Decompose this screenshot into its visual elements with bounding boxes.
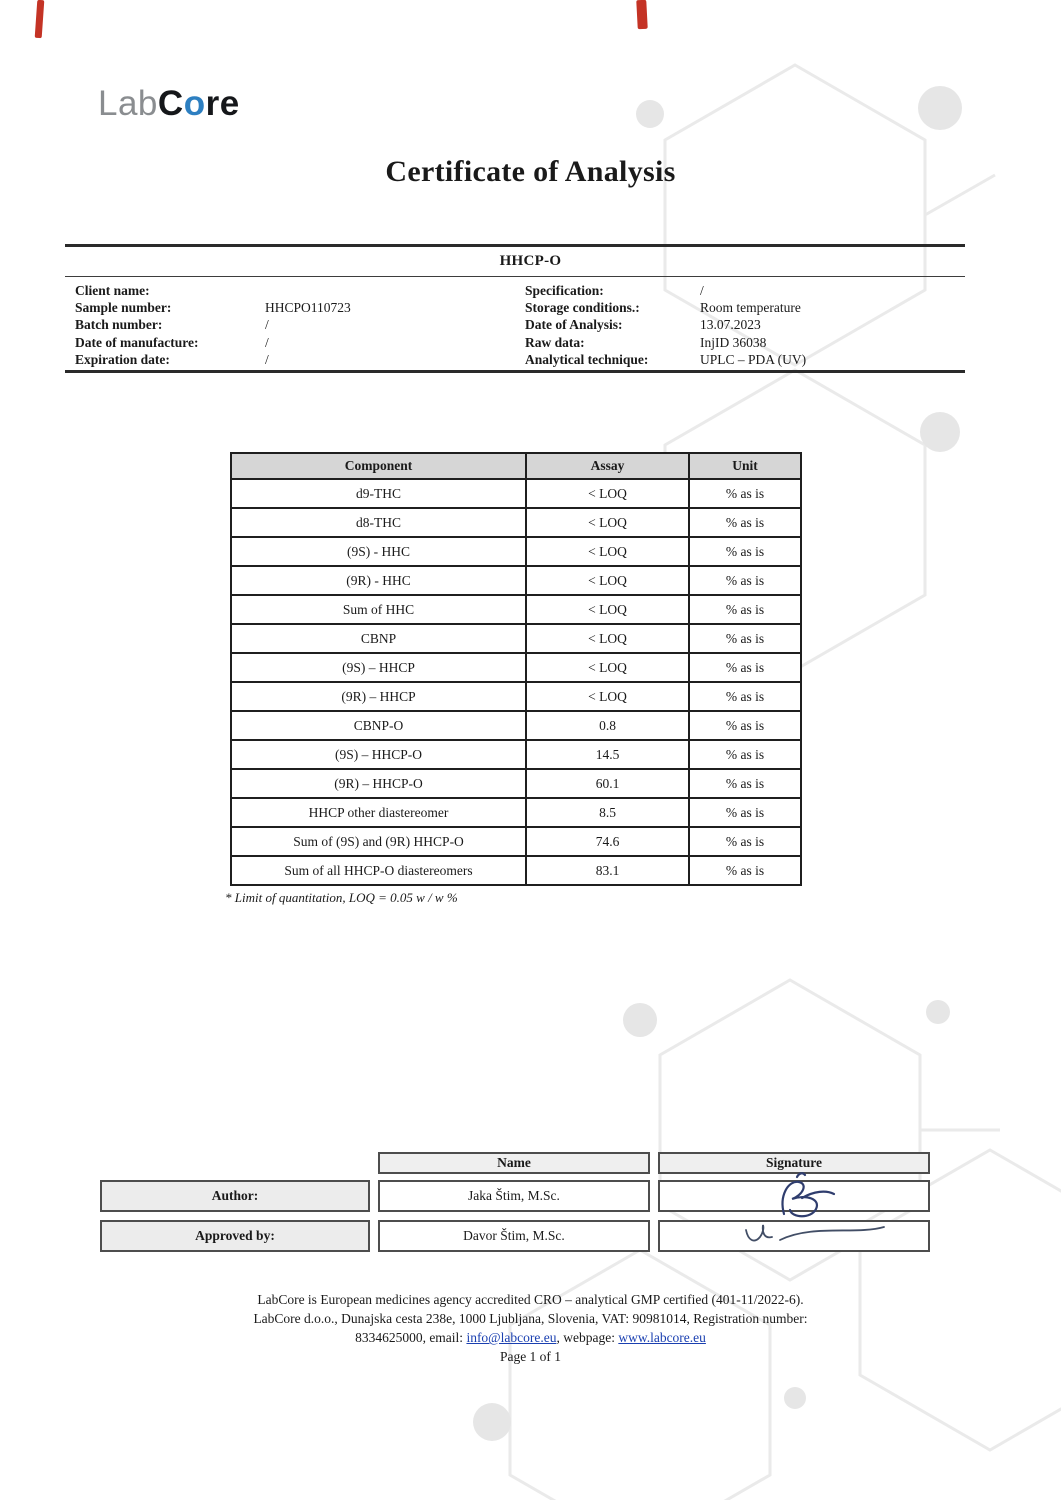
unit-cell: % as is: [689, 566, 801, 595]
component-cell: HHCP other diastereomer: [231, 798, 526, 827]
info-value: /: [700, 282, 704, 298]
info-label: Client name:: [75, 282, 150, 298]
component-cell: (9R) – HHCP-O: [231, 769, 526, 798]
component-cell: Sum of HHC: [231, 595, 526, 624]
footer-contact-mid: , webpage:: [556, 1330, 619, 1345]
signature-signature-header: Signature: [658, 1152, 930, 1174]
info-label: Analytical technique:: [525, 352, 649, 368]
table-row: [231, 595, 801, 624]
table-row: [231, 856, 801, 885]
info-row-client-name: [75, 282, 515, 299]
component-cell: (9R) – HHCP: [231, 682, 526, 711]
info-value: UPLC – PDA (UV): [700, 352, 807, 368]
info-label: Specification:: [525, 282, 604, 298]
unit-cell: % as is: [689, 711, 801, 740]
component-cell: CBNP: [231, 624, 526, 653]
info-label: Sample number:: [75, 300, 172, 316]
unit-cell: % as is: [689, 624, 801, 653]
table-row: [231, 479, 801, 508]
component-cell: Sum of (9S) and (9R) HHCP-O: [231, 827, 526, 856]
info-value: Room temperature: [700, 300, 801, 316]
footer-accreditation-line: LabCore is European medicines agency accredited CRO – analytical GMP certified (401-11/2022-6).: [257, 1292, 804, 1307]
assay-cell: 74.6: [526, 827, 689, 856]
info-value: HHCPO110723: [265, 300, 351, 316]
table-row: [231, 508, 801, 537]
component-cell: (9S) – HHCP-O: [231, 740, 526, 769]
assay-cell: 14.5: [526, 740, 689, 769]
approved-by-label-cell: Approved by:: [100, 1220, 370, 1252]
info-label: Storage conditions.:: [525, 300, 640, 316]
component-cell: (9S) – HHCP: [231, 653, 526, 682]
info-label: Raw data:: [525, 334, 585, 350]
table-row: [231, 740, 801, 769]
component-cell: (9R) - HHC: [231, 566, 526, 595]
column-header-component: Component: [231, 453, 526, 479]
signature-name-header: Name: [378, 1152, 650, 1174]
table-row: [231, 682, 801, 711]
unit-cell: % as is: [689, 798, 801, 827]
unit-cell: % as is: [689, 827, 801, 856]
info-row-expiration-date: [75, 352, 515, 369]
info-value: 13.07.2023: [700, 317, 761, 333]
webpage-link[interactable]: www.labcore.eu: [618, 1330, 706, 1345]
info-left-column: [75, 282, 515, 369]
assay-cell: < LOQ: [526, 682, 689, 711]
assay-cell: < LOQ: [526, 595, 689, 624]
component-cell: (9S) - HHC: [231, 537, 526, 566]
loq-footnote: * Limit of quantitation, LOQ = 0.05 w / w %: [225, 890, 458, 905]
product-name-heading: HHCP-O: [499, 253, 562, 269]
footer-contact-line: [0, 1330, 1061, 1346]
approved-by-name-cell: Davor Štim, M.Sc.: [378, 1220, 650, 1252]
info-row-analytical-technique: [525, 352, 965, 369]
column-header-assay: Assay: [526, 453, 689, 479]
logo-core-o: o: [183, 84, 206, 123]
info-value: /: [265, 352, 269, 368]
table-row: [231, 537, 801, 566]
assay-cell: < LOQ: [526, 653, 689, 682]
assay-cell: < LOQ: [526, 537, 689, 566]
unit-cell: % as is: [689, 740, 801, 769]
assay-cell: < LOQ: [526, 479, 689, 508]
unit-cell: % as is: [689, 653, 801, 682]
info-value: /: [265, 334, 269, 350]
info-value: InjID 36038: [700, 334, 767, 350]
info-label: Date of manufacture:: [75, 334, 199, 350]
component-cell: Sum of all HHCP-O diastereomers: [231, 856, 526, 885]
component-cell: d9-THC: [231, 479, 526, 508]
author-signature-cell: [658, 1180, 930, 1212]
info-right-column: [525, 282, 965, 369]
assay-cell: 83.1: [526, 856, 689, 885]
scan-artifact-top: [636, 0, 648, 29]
unit-cell: % as is: [689, 682, 801, 711]
footer-contact-prefix: 8334625000, email:: [355, 1330, 467, 1345]
assay-cell: 8.5: [526, 798, 689, 827]
footer-address-line: LabCore d.o.o., Dunajska cesta 238e, 1000 Ljubljana, Slovenia, VAT: 90981014, Registration number:: [253, 1311, 808, 1326]
logo-core-re: re: [205, 84, 240, 123]
assay-cell: 60.1: [526, 769, 689, 798]
info-row-date-of-analysis: [525, 317, 965, 334]
table-row: [231, 624, 801, 653]
unit-cell: % as is: [689, 769, 801, 798]
divider-bottom: [65, 370, 965, 373]
results-table: [230, 452, 802, 886]
results-header-row: [231, 453, 801, 479]
email-link[interactable]: info@labcore.eu: [466, 1330, 557, 1345]
info-row-sample-number: [75, 299, 515, 316]
info-row-batch-number: [75, 317, 515, 334]
unit-cell: % as is: [689, 508, 801, 537]
labcore-logo: [98, 84, 240, 124]
table-row: [231, 769, 801, 798]
table-row: [231, 827, 801, 856]
logo-core-c: C: [157, 84, 184, 123]
document-title: Certificate of Analysis: [385, 155, 676, 188]
component-cell: CBNP-O: [231, 711, 526, 740]
column-header-unit: Unit: [689, 453, 801, 479]
info-row-date-of-manufacture: [75, 334, 515, 351]
info-label: Batch number:: [75, 317, 163, 333]
approved-by-signature-cell: [658, 1220, 930, 1252]
info-row-storage-conditions: [525, 299, 965, 316]
author-name-cell: Jaka Štim, M.Sc.: [378, 1180, 650, 1212]
unit-cell: % as is: [689, 856, 801, 885]
unit-cell: % as is: [689, 595, 801, 624]
logo-lab-text: Lab: [98, 84, 158, 123]
unit-cell: % as is: [689, 537, 801, 566]
assay-cell: < LOQ: [526, 624, 689, 653]
table-row: [231, 566, 801, 595]
table-row: [231, 798, 801, 827]
info-row-raw-data: [525, 334, 965, 351]
info-label: Expiration date:: [75, 352, 170, 368]
author-label-cell: Author:: [100, 1180, 370, 1212]
assay-cell: 0.8: [526, 711, 689, 740]
unit-cell: % as is: [689, 479, 801, 508]
component-cell: d8-THC: [231, 508, 526, 537]
divider-top: [65, 244, 965, 247]
info-row-specification: [525, 282, 965, 299]
table-row: [231, 653, 801, 682]
page-number: Page 1 of 1: [499, 1349, 562, 1364]
divider-mid: [65, 276, 965, 277]
info-label: Date of Analysis:: [525, 317, 623, 333]
info-value: /: [265, 317, 269, 333]
assay-cell: < LOQ: [526, 566, 689, 595]
table-row: [231, 711, 801, 740]
assay-cell: < LOQ: [526, 508, 689, 537]
